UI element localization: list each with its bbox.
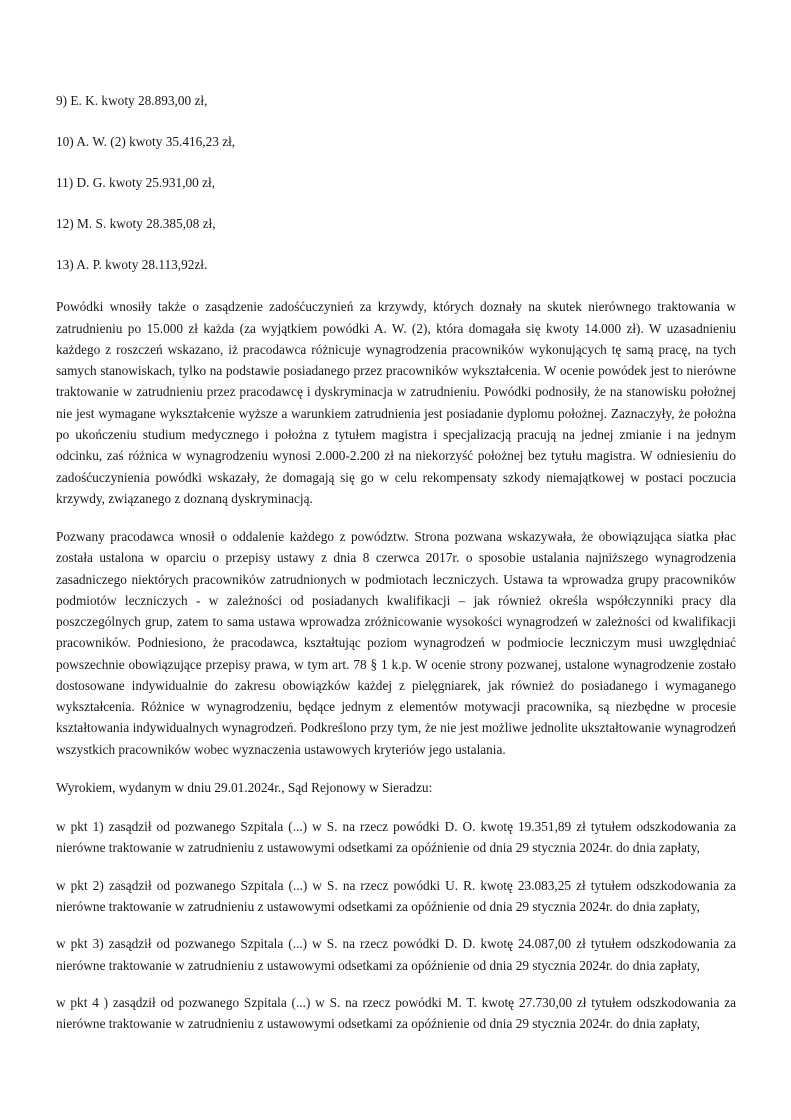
judgment-point: w pkt 4 ) zasądził od pozwanego Szpitala (...) w S. na rzecz powódki M. T. kwotę 27.730,00 zł tytułem odszkodowania za nierówne traktowanie w zatrudnieniu z ustawowymi odsetkami za opóźnienie od dnia 29 stycznia 2024r. do dnia zapłaty, xyxy=(56,994,736,1032)
document-body xyxy=(56,92,736,1050)
judgment-points-list xyxy=(56,816,736,1034)
judgment-point: w pkt 3) zasądził od pozwanego Szpitala (...) w S. na rzecz powódki D. D. kwotę 24.087,00 zł tytułem odszkodowania za nierówne traktowanie w zatrudnieniu z ustawowymi odsetkami za opóźnienie od dnia 29 stycznia 2024r. do dnia zapłaty, xyxy=(56,936,736,973)
paragraph-plaintiffs-claims: Powódki wnosiły także o zasądzenie zadośćuczynień za krzywdy, których doznały na skutek nierównego traktowania w zatrudnieniu po 15.000 zł każda (za wyjątkiem powódki A. W. (2), która domagała się kwoty 14.000 zł). W uzasadnieniu każdego z roszczeń wskazano, iż pracodawca różnicuje wynagrodzenia pracowników wykonujących tę samą pracę, na tych samych stanowiskach, tylko na podstawie posiadanego przez pracowników wykształcenia. W ocenie powódek jest to nierówne traktowanie w zatrudnieniu przez pracodawcę i dyskryminacja w zatrudnieniu. Powódki podnosiły, że na stanowisku położnej nie jest wymagane wykształcenie wyższe a warunkiem zatrudnienia jest posiadanie dyplomu położnej. Zaznaczyły, że położna po ukończeniu studium medycznego i położna z tytułem magistra i specjalizacją pracują na jednej zmianie i na jednym odcinku, zaś różnica w wynagrodzeniu wynosi 2.000-2.200 zł na niekorzyść położnej bez tytułu magistra. W odniesieniu do zadośćuczynienia powódki wskazały, że domagają się go w celu rekompensaty szkody niemajątkowej w postaci poczucia krzywdy, związanego z doznaną dyskryminacją. xyxy=(56,299,736,506)
judgment-point: w pkt 2) zasądził od pozwanego Szpitala (...) w S. na rzecz powódki U. R. kwotę 23.083,25 zł tytułem odszkodowania za nierówne traktowanie w zatrudnieniu z ustawowymi odsetkami za opóźnienie od dnia 29 stycznia 2024r. do dnia zapłaty, xyxy=(56,877,736,915)
list-item: 13) A. P. kwoty 28.113,92zł. xyxy=(56,256,208,272)
judgment-point: w pkt 1) zasądził od pozwanego Szpitala (...) w S. na rzecz powódki D. O. kwotę 19.351,89 zł tytułem odszkodowania za nierówne traktowanie w zatrudnieniu z ustawowymi odsetkami za opóźnienie od dnia 29 stycznia 2024r. do dnia zapłaty, xyxy=(56,819,736,856)
list-item: 10) A. W. (2) kwoty 35.416,23 zł, xyxy=(56,133,236,149)
claims-list xyxy=(56,92,736,274)
list-item: 12) M. S. kwoty 28.385,08 zł, xyxy=(56,215,216,231)
list-item: 9) E. K. kwoty 28.893,00 zł, xyxy=(56,93,208,108)
list-item: 11) D. G. kwoty 25.931,00 zł, xyxy=(56,174,216,190)
paragraph-defendant-position: Pozwany pracodawca wnosił o oddalenie każdego z powództw. Strona pozwana wskazywała, że obowiązująca siatka płac została ustalona w oparciu o przepisy ustawy z dnia 8 czerwca 2017r. o sposobie ustalania najniższego wynagrodzenia zasadniczego niektórych pracowników zatrudnionych w podmiotach leczniczych. Ustawa ta wprowadza grupy pracowników podmiotów leczniczych - w zależności od posiadanych kwalifikacji – jak również określa współczynniki pracy dla poszczególnych grup, zatem to sama ustawa wprowadza zróżnicowanie wysokości wynagrodzeń w zależności od kwalifikacji pracowników. Podniesiono, że pracodawca, kształtując poziom wynagrodzeń w podmiocie leczniczym musi uwzględniać powszechnie obowiązujące przepisy prawa, w tym art. 78 § 1 k.p. W ocenie strony pozwanej, ustalone wynagrodzenie zostało dostosowane indywidualnie do zakresu obowiązków każdej z pielęgniarek, jak również do posiadanego i wymaganego wykształcenia. Różnice w wynagrodzeniu, będące jednym z elementów motywacji pracownika, są niezbędne w procesie kształtowania indywidualnych wynagrodzeń. Podkreślono przy tym, że nie jest możliwe jednolite ukształtowanie wynagrodzeń wszystkich pracowników wobec wyznaczenia ustawowych kryteriów jego ustalania. xyxy=(56,529,736,757)
judgment-intro-line: Wyrokiem, wydanym w dniu 29.01.2024r., Sąd Rejonowy w Sieradzu: xyxy=(56,779,433,795)
